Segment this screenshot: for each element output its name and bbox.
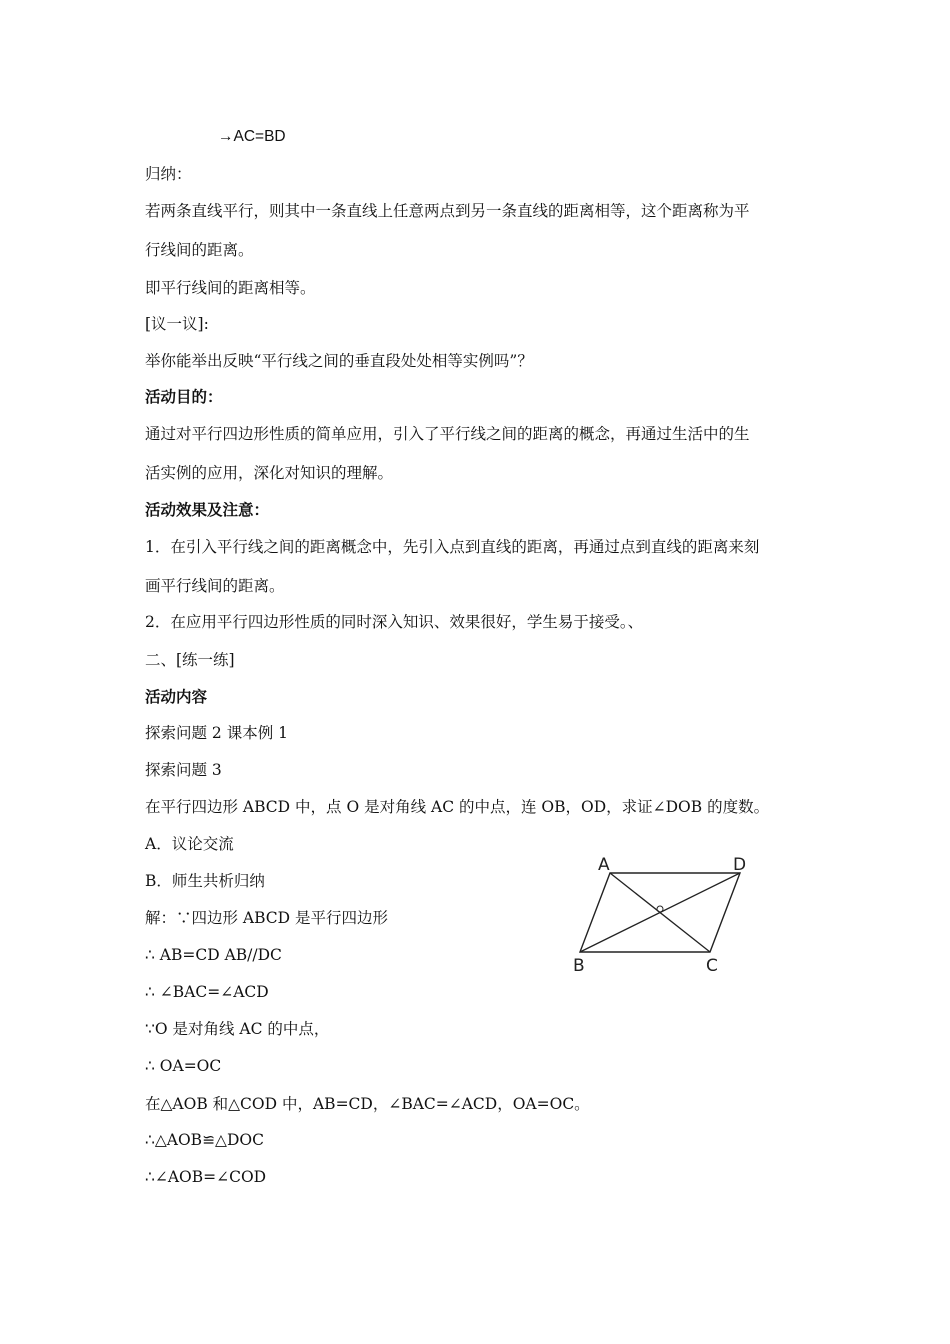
- step-item: B．师生共析归纳: [145, 872, 265, 890]
- content-heading: 活动内容: [145, 687, 208, 706]
- solution-line: ∴ ∠BAC=∠ACD: [145, 983, 269, 1001]
- solution-line: 解：∵四边形 ABCD 是平行四边形: [145, 909, 389, 927]
- solution-line: ∴△AOB≌△DOC: [145, 1131, 264, 1149]
- solution-line: ∴ OA=OC: [145, 1057, 222, 1075]
- practice-heading: 二、[练一练]: [145, 651, 235, 669]
- discuss-heading: [议一议]:: [145, 315, 209, 333]
- explore-problem: 探索问题 2 课本例 1: [145, 724, 289, 742]
- effect-heading: 活动效果及注意：: [145, 500, 270, 519]
- summary-line: 若两条直线平行，则其中一条直线上任意两点到另一条直线的距离相等，这个距离称为平: [145, 202, 750, 220]
- point-o-marker: [657, 906, 663, 912]
- parallelogram-figure: [565, 848, 765, 982]
- purpose-line: 通过对平行四边形性质的简单应用，引入了平行线之间的距离的概念，再通过生活中的生: [145, 425, 750, 443]
- vertex-label-b: B: [573, 956, 585, 976]
- ac-equals-bd: →AC=BD: [218, 128, 286, 145]
- problem-statement: 在平行四边形 ABCD 中，点 O 是对角线 AC 的中点，连 OB，OD，求证∠DOB 的度数。: [145, 798, 770, 816]
- summary-line: 即平行线间的距离相等。: [145, 279, 316, 297]
- parallelogram-diagram: [565, 848, 765, 978]
- explore-problem: 探索问题 3: [145, 761, 222, 779]
- purpose-heading: 活动目的：: [145, 387, 223, 406]
- vertex-label-d: D: [733, 855, 747, 875]
- effect-item: 1．在引入平行线之间的距离概念中，先引入点到直线的距离，再通过点到直线的距离来刻: [145, 538, 760, 556]
- solution-line: 在△AOB 和△COD 中，AB=CD，∠BAC=∠ACD，OA=OC。: [145, 1095, 590, 1113]
- vertex-label-a: A: [598, 855, 610, 875]
- summary-heading: 归纳：: [145, 165, 192, 183]
- discuss-question: 举你能举出反映“平行线之间的垂直段处处相等实例吗”？: [145, 352, 533, 370]
- solution-line: ∵O 是对角线 AC 的中点，: [145, 1020, 330, 1038]
- purpose-line: 活实例的应用，深化对知识的理解。: [145, 464, 394, 482]
- effect-item: 2．在应用平行四边形性质的同时深入知识、效果很好，学生易于接受。、: [145, 613, 644, 631]
- effect-item: 画平行线间的距离。: [145, 577, 285, 595]
- solution-line: ∴∠AOB=∠COD: [145, 1168, 267, 1186]
- solution-line: ∴ AB=CD AB//DC: [145, 946, 282, 964]
- vertex-label-c: C: [706, 956, 718, 976]
- summary-line: 行线间的距离。: [145, 241, 254, 259]
- step-item: A．议论交流: [145, 835, 234, 853]
